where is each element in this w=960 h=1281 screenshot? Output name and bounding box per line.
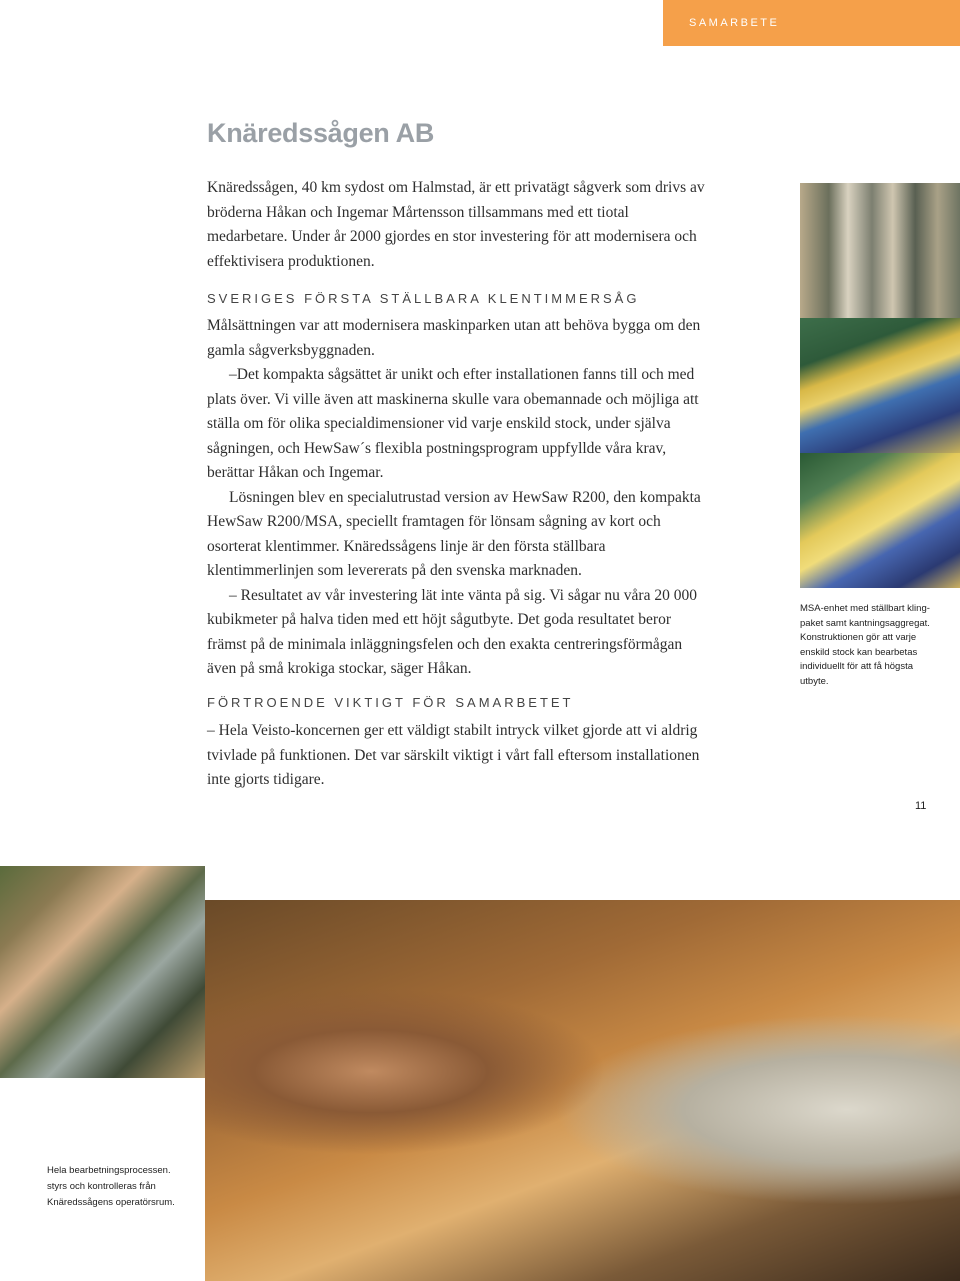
caption-line: utbyte. xyxy=(800,675,829,687)
caption-line: paket samt kantningsaggregat. xyxy=(800,617,930,629)
section-tab xyxy=(663,0,960,46)
section1-paragraph-4: – Resultatet av vår investering lät inte vänta på sig. Vi sågar nu våra 20 000 kubikmeter på halva tiden med ett höjt sågutbyte. Det goda resultatet beror främst på de minimala inläggningsfelen och den exakta centreringsförmågan även på små krokiga stockar, säger Håkan. xyxy=(207,586,697,677)
caption-line: MSA-enhet med ställbart kling- xyxy=(800,603,930,614)
section-heading-2: FÖRTROENDE VIKTIGT FÖR SAMARBETET xyxy=(207,695,574,710)
operator-room-photo xyxy=(205,900,960,1281)
section2-paragraph-1: – Hela Veisto-koncernen ger ett väldigt stabilt intryck vilket gjorde att vi aldrig tvivlade på funktionen. Det var särskilt viktigt i vårt fall eftersom installationen inte gjorts tidigare. xyxy=(207,722,700,788)
section1-paragraph-1: Målsättningen var att modernisera maskinparken utan att behöva bygga om den gamla sågverksbyggnaden. xyxy=(207,317,701,359)
sawn-timber-photo-1 xyxy=(800,318,960,453)
caption-line: individuellt för att få högsta xyxy=(800,661,914,672)
caption-line: enskild stock kan bearbetas xyxy=(800,646,918,658)
section2-body xyxy=(207,719,712,793)
caption-line: Knäredssågens operatörsrum. xyxy=(47,1197,175,1208)
operator-photo-caption xyxy=(47,1163,197,1211)
section-tab-label: SAMARBETE xyxy=(689,17,780,29)
photo-strip-caption xyxy=(800,602,940,689)
caption-line: styrs och kontrolleras från xyxy=(47,1181,156,1192)
article-title: Knäredssågen AB xyxy=(207,118,435,148)
section-heading-1: SVERIGES FÖRSTA STÄLLBARA KLENTIMMERSÅG xyxy=(207,291,640,306)
section1-body xyxy=(207,314,712,682)
section1-paragraph-2: –Det kompakta sågsättet är unikt och efter installationen fanns till och med plats över. Vi ville även att maskinerna skulle vara obemannade och möjliga att ställa om för olika specialdimensioner vid varje enskild stock, under själva sågningen, och HewSaw´s flexibla postningsprogram uppfyllde våra krav, berättar Håkan och Ingemar. xyxy=(207,366,699,481)
saw-blades-photo xyxy=(800,183,960,318)
intro-paragraph: Knäredssågen, 40 km sydost om Halmstad, är ett privatägt sågverk som drivs av bröderna Håkan och Ingemar Mårtensson tillsammans med ett tiotal medarbetare. Under år 2000 gjordes en stor investering för att modernisera och effektivisera produktionen. xyxy=(207,179,705,270)
caption-line: Hela bearbetningsprocessen. xyxy=(47,1165,171,1176)
page-number: 11 xyxy=(915,800,927,812)
caption-line: Konstruktionen gör att varje xyxy=(800,632,917,643)
section1-paragraph-3: Lösningen blev en specialutrustad version av HewSaw R200, den kompakta HewSaw R200/MSA, speciellt framtagen för lönsam sågning av kort och osorterat klentimmer. Knäredssågens linje är den första ställbara klentimmerlinjen som levererats på den svenska marknaden. xyxy=(207,488,701,579)
worker-photo xyxy=(0,866,205,1078)
intro-text xyxy=(207,176,712,274)
machinery-photo-strip xyxy=(800,183,960,588)
sawn-timber-photo-2 xyxy=(800,453,960,588)
